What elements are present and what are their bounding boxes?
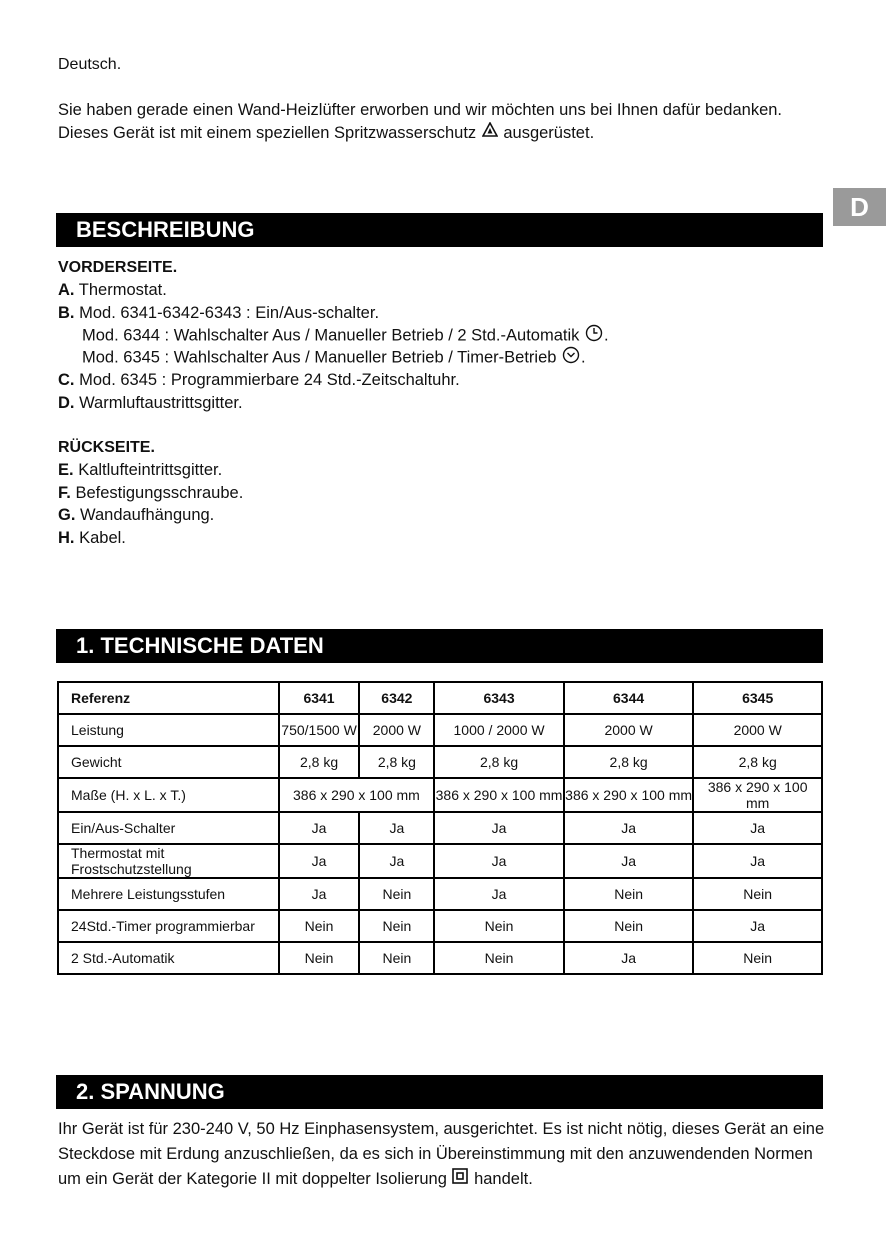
back-heading: RÜCKSEITE. [58,439,155,456]
section-title-tech: 1. TECHNISCHE DATEN [56,629,823,663]
table-cell: Nein [279,910,360,942]
table-cell: Nein [359,910,434,942]
table-cell: Ja [564,942,694,974]
list-item: B. Mod. 6341-6342-6343 : Ein/Aus-schalter. [58,304,380,322]
table-cell: Ja [564,812,694,844]
voltage-text: Ihr Gerät ist für 230-240 V, 50 Hz Einphasensystem, ausgerichtet. Es ist nicht nötig, dieses Gerät an eine Steckdose mit Erdung anzuschließen, da es sich in Übereinstimmung mit den anzuwendenden Normen um ein Gerät der Kategorie II mit doppelter Isolierung [58,1120,825,1188]
intro-text: Sie haben gerade einen Wand-Heizlüfter erworben und wir möchten uns bei Ihnen dafür bedanken. Dieses Gerät ist mit einem speziellen Spritzwasserschutz [58,101,783,142]
intro-text-end: ausgerüstet. [503,124,595,142]
table-cell: Ja [279,844,360,878]
table-cell: Nein [434,910,564,942]
table-cell: Thermostat mit Frostschutzstellung [58,844,279,878]
table-cell: Ja [279,812,360,844]
table-header-cell: 6342 [359,682,434,714]
table-cell: Ja [359,844,434,878]
table-cell: 386 x 290 x 100 mm [434,778,564,812]
table-cell: 1000 / 2000 W [434,714,564,746]
table-cell: 2000 W [359,714,434,746]
table-cell: 2,8 kg [279,746,360,778]
list-item: Mod. 6345 : Wahlschalter Aus / Manueller Betrieb / Timer-Betrieb . [82,346,586,370]
language-label: Deutsch. [58,56,122,73]
table-row [58,812,822,844]
table-row [58,844,822,878]
table-row [58,714,822,746]
table-header-cell: 6345 [693,682,822,714]
table-cell: Ja [279,878,360,910]
spec-table [57,681,823,975]
table-row [58,778,822,812]
clock-icon [585,324,603,348]
table-cell: 2000 W [693,714,822,746]
table-header-cell: 6341 [279,682,360,714]
table-cell: 2,8 kg [693,746,822,778]
table-header-cell: 6343 [434,682,564,714]
table-cell: Ja [434,844,564,878]
list-item: E. Kaltlufteintrittsgitter. [58,461,223,479]
table-cell: Nein [693,878,822,910]
table-cell: Nein [564,910,694,942]
table-cell: Nein [693,942,822,974]
table-cell: 750/1500 W [279,714,360,746]
table-cell: Ja [693,910,822,942]
table-cell: Nein [359,942,434,974]
list-item: G. Wandaufhängung. [58,506,215,524]
table-header-row [58,682,822,714]
table-cell: Ja [693,812,822,844]
table-cell: Ja [693,844,822,878]
table-row [58,910,822,942]
table-cell: 24Std.-Timer programmierbar [58,910,279,942]
splash-protection-icon [482,122,498,145]
table-header-cell: 6344 [564,682,694,714]
table-cell: Nein [279,942,360,974]
table-cell: 2,8 kg [564,746,694,778]
table-cell: Nein [434,942,564,974]
table-cell: 2 Std.-Automatik [58,942,279,974]
table-cell: Ja [434,878,564,910]
table-cell: Nein [564,878,694,910]
table-row [58,878,822,910]
list-item: A. Thermostat. [58,281,167,299]
table-cell: Ja [564,844,694,878]
language-tab: D [833,188,886,226]
table-cell: Ein/Aus-Schalter [58,812,279,844]
table-cell: 2000 W [564,714,694,746]
table-cell: Maße (H. x L. x T.) [58,778,279,812]
voltage-paragraph [58,1117,828,1192]
table-cell: Gewicht [58,746,279,778]
list-item: D. Warmluftaustrittsgitter. [58,394,243,412]
table-cell: Mehrere Leistungsstufen [58,878,279,910]
table-cell: 386 x 290 x 100 mm [279,778,435,812]
table-cell: Ja [434,812,564,844]
table-cell: 2,8 kg [359,746,434,778]
table-row [58,942,822,974]
intro-paragraph [58,99,828,145]
list-item: C. Mod. 6345 : Programmierbare 24 Std.-Zeitschaltuhr. [58,371,460,389]
table-header-cell: Referenz [58,682,279,714]
list-item: H. Kabel. [58,529,126,547]
timer-icon [562,346,580,370]
table-cell: 386 x 290 x 100 mm [693,778,822,812]
table-row [58,746,822,778]
section-title-voltage: 2. SPANNUNG [56,1075,823,1109]
list-item: F. Befestigungsschraube. [58,484,244,502]
table-cell: Leistung [58,714,279,746]
table-cell: Nein [359,878,434,910]
table-cell: 386 x 290 x 100 mm [564,778,694,812]
voltage-text-end: handelt. [474,1170,533,1188]
front-heading: VORDERSEITE. [58,259,178,276]
double-insulation-icon [452,1167,468,1192]
table-cell: 2,8 kg [434,746,564,778]
section-title-description: BESCHREIBUNG [56,213,823,247]
table-cell: Ja [359,812,434,844]
list-item: Mod. 6344 : Wahlschalter Aus / Manueller Betrieb / 2 Std.-Automatik . [82,324,609,348]
